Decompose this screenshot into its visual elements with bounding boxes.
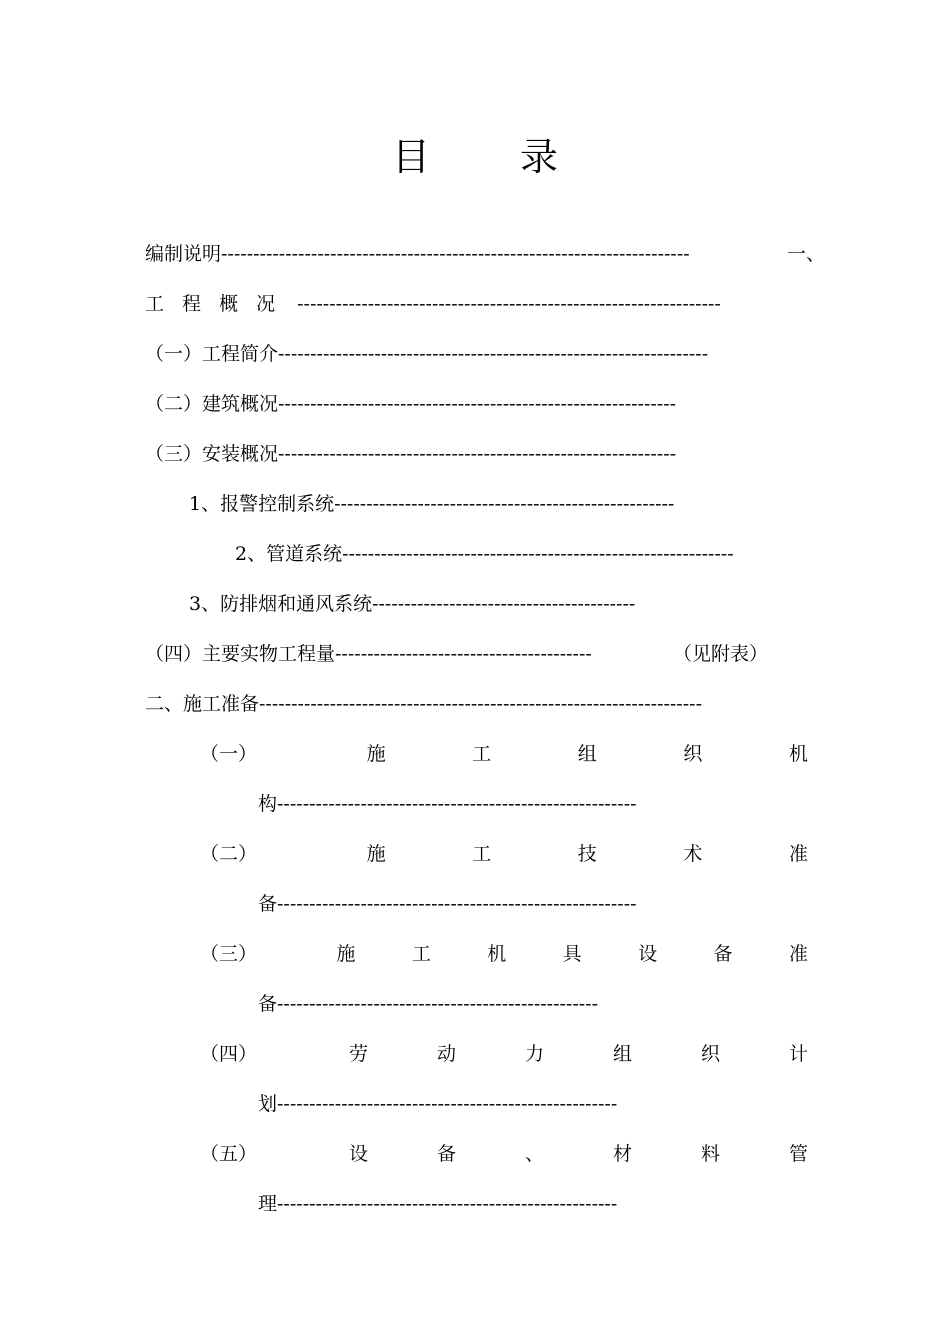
entry-char: 术 (683, 843, 703, 865)
leader-dots: ----------------------------------------------------- (334, 493, 675, 515)
entry-char: 工 (411, 943, 431, 965)
entry-number: （二） (200, 843, 258, 865)
entry-number: （四） (200, 1043, 258, 1065)
toc-entry-tech-prep[interactable] (200, 841, 808, 867)
entry-char: 工 (472, 743, 492, 765)
toc-entry-org-structure-cont[interactable] (258, 791, 683, 817)
leader-dots: ----------------------------------------- (372, 593, 636, 615)
entry-char: 备 (713, 943, 733, 965)
entry-label: 理 (258, 1193, 278, 1215)
leader-dots: ------------------------------------------------------------- (342, 543, 734, 565)
leader-dots: ---------------------------------------- (335, 643, 592, 665)
toc-title (0, 132, 950, 182)
entry-number: （一） (200, 743, 258, 765)
leader-dots: -------------------------------------------------- (277, 993, 599, 1015)
entry-tail: （见附表） (673, 643, 769, 665)
entry-char: 技 (577, 843, 597, 865)
entry-label: 备 (258, 993, 278, 1015)
leader-dots: ----------------------------------------------------- (277, 1193, 618, 1215)
leader-dots: ------------------------------------------------------------------- (278, 343, 709, 365)
toc-entry-org-structure[interactable] (200, 741, 808, 767)
toc-entry-equipment-prep[interactable] (200, 941, 808, 967)
entry-char: 、 (524, 1143, 544, 1165)
entry-char: 动 (436, 1043, 456, 1065)
toc-entry-project-intro[interactable] (145, 341, 800, 367)
title-char-2: 录 (520, 135, 559, 179)
toc-entry-equipment-prep-cont[interactable] (258, 991, 638, 1017)
entry-char: 机 (487, 943, 507, 965)
entry-char: 设 (638, 943, 658, 965)
entry-char: 施 (366, 843, 386, 865)
toc-entry-construction-prep[interactable] (145, 691, 793, 717)
leader-dots: -------------------------------------------------------- (277, 893, 637, 915)
toc-entry-attachment-note (673, 641, 768, 667)
entry-label: 工 程 概 况 (145, 293, 282, 315)
entry-label: 划 (258, 1093, 278, 1115)
entry-char: 备 (436, 1143, 456, 1165)
entry-number: （五） (200, 1143, 258, 1165)
entry-char: 劳 (348, 1043, 368, 1065)
toc-entry-building-overview[interactable] (145, 391, 763, 417)
toc-entry-preparation-notes[interactable] (145, 241, 825, 267)
leader-dots: ------------------------------------------------------------------------- (221, 243, 690, 265)
leader-dots: -------------------------------------------------------- (277, 793, 637, 815)
entry-char: 组 (612, 1043, 632, 1065)
leader-dots: -------------------------------------------------------------- (278, 443, 677, 465)
leader-dots: --------------------------------------------------------------------- (259, 693, 702, 715)
entry-number: （三） (200, 943, 258, 965)
entry-label: （三）安装概况 (145, 443, 279, 465)
entry-char: 机 (788, 743, 808, 765)
entry-char: 具 (562, 943, 582, 965)
toc-entry-section-number (787, 241, 825, 267)
toc-entry-labor-plan-cont[interactable] (258, 1091, 661, 1117)
entry-char: 施 (336, 943, 356, 965)
toc-entry-material-mgmt-cont[interactable] (258, 1191, 661, 1217)
leader-dots: ----------------------------------------------------- (277, 1093, 618, 1115)
entry-char: 计 (788, 1043, 808, 1065)
entry-label: 构 (258, 793, 278, 815)
toc-entry-alarm-control[interactable] (189, 491, 759, 517)
toc-entry-smoke-ventilation[interactable] (189, 591, 721, 617)
toc-entry-labor-plan[interactable] (200, 1041, 808, 1067)
entry-label: 备 (258, 893, 278, 915)
entry-label: 二、施工准备 (145, 693, 260, 715)
leader-dots: ------------------------------------------------------------------ (297, 293, 721, 315)
toc-entry-pipe-system[interactable] (235, 541, 805, 567)
entry-char: 准 (788, 843, 808, 865)
entry-label: （一）工程简介 (145, 343, 279, 365)
entry-char: 织 (700, 1043, 720, 1065)
entry-char: 织 (683, 743, 703, 765)
entry-char: 工 (472, 843, 492, 865)
entry-char: 材 (612, 1143, 632, 1165)
entry-label: 编制说明 (145, 243, 222, 265)
entry-label: （四）主要实物工程量 (145, 643, 336, 665)
toc-entry-tech-prep-cont[interactable] (258, 891, 683, 917)
entry-char: 力 (524, 1043, 544, 1065)
entry-char: 设 (348, 1143, 368, 1165)
entry-label: 3、防排烟和通风系统 (189, 593, 373, 615)
toc-entry-material-mgmt[interactable] (200, 1141, 808, 1167)
entry-label: 2、管道系统 (235, 543, 343, 565)
title-char-1: 目 (391, 135, 430, 179)
entry-char: 管 (788, 1143, 808, 1165)
leader-dots: -------------------------------------------------------------- (278, 393, 677, 415)
entry-label: （二）建筑概况 (145, 393, 279, 415)
entry-char: 组 (577, 743, 597, 765)
toc-entry-installation-overview[interactable] (145, 441, 763, 467)
toc-entry-main-quantities[interactable] (145, 641, 673, 667)
toc-entry-project-overview[interactable] (145, 291, 810, 317)
entry-char: 准 (788, 943, 808, 965)
entry-char: 施 (366, 743, 386, 765)
entry-label: 1、报警控制系统 (189, 493, 335, 515)
entry-char: 料 (700, 1143, 720, 1165)
entry-tail: 一、 (787, 243, 826, 265)
